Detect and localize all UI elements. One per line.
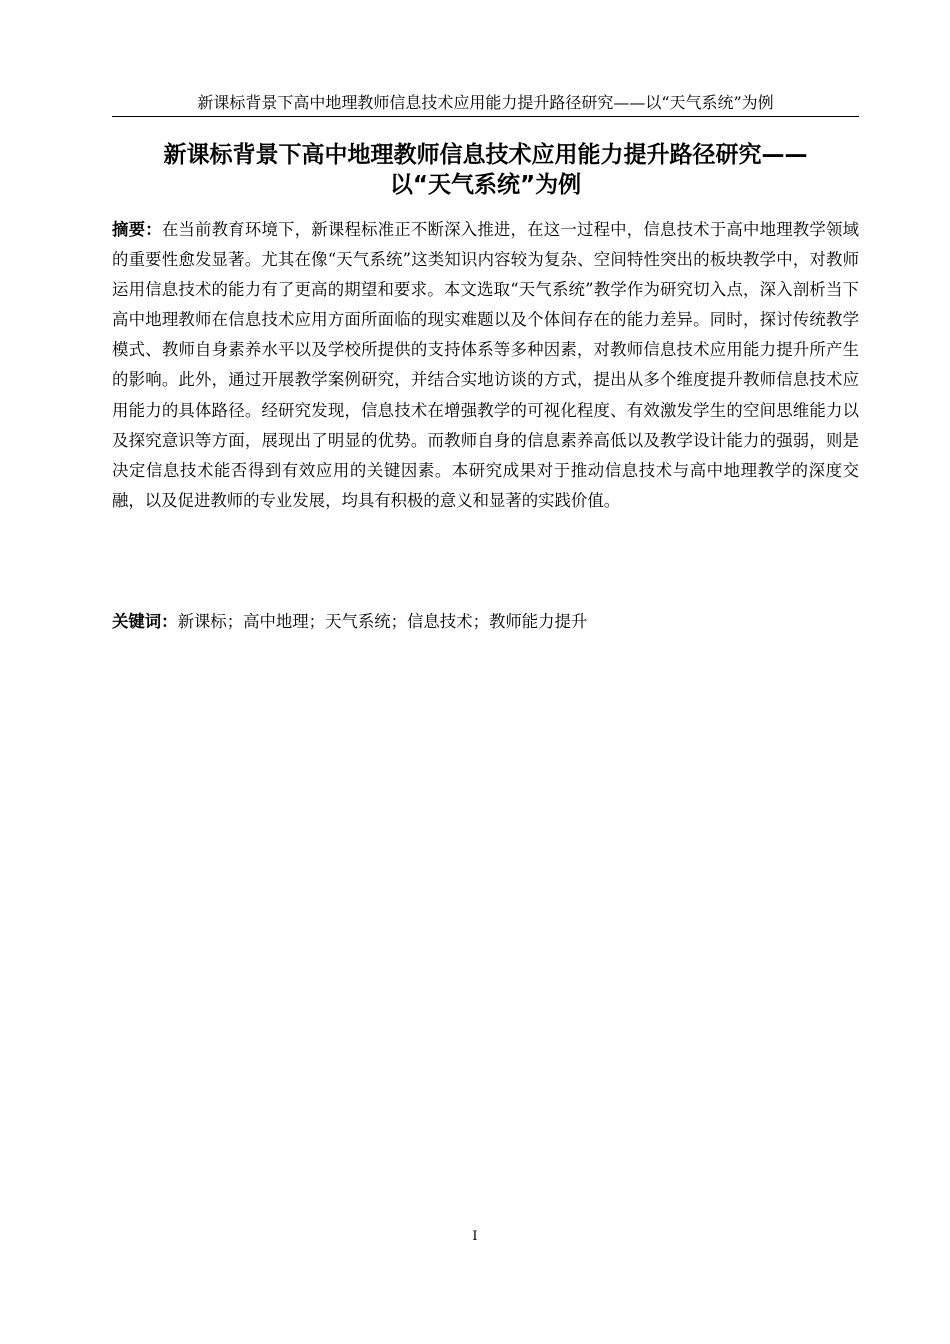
abstract-label: 摘要： xyxy=(112,220,162,239)
paper-title-line-2: 以“天气系统”为例 xyxy=(389,172,582,198)
keywords xyxy=(112,607,859,637)
paper-title xyxy=(112,140,859,200)
keywords-text: 新课标；高中地理；天气系统；信息技术；教师能力提升 xyxy=(177,612,588,631)
page-number: I xyxy=(472,1229,478,1244)
abstract xyxy=(112,215,859,516)
running-header: 新课标背景下高中地理教师信息技术应用能力提升路径研究——以“天气系统”为例 xyxy=(112,90,859,117)
abstract-text: 在当前教育环境下，新课程标准正不断深入推进，在这一过程中，信息技术于高中地理教学领域的重要性愈发显著。尤其在像“天气系统”这类知识内容较为复杂、空间特性突出的板块教学中，对教师运用信息技术的能力有了更高的期望和要求。本文选取“天气系统”教学作为研究切入点，深入剖析当下高中地理教师在信息技术应用方面所面临的现实难题以及个体间存在的能力差异。同时，探讨传统教学模式、教师自身素养水平以及学校所提供的支持体系等多种因素，对教师信息技术应用能力提升所产生的影响。此外，通过开展教学案例研究，并结合实地访谈的方式，提出从多个维度提升教师信息技术应用能力的具体路径。经研究发现，信息技术在增强教学的可视化程度、有效激发学生的空间思维能力以及探究意识等方面，展现出了明显的优势。而教师自身的信息素养高低以及教学设计能力的强弱，则是决定信息技术能否得到有效应用的关键因素。本研究成果对于推动信息技术与高中地理教学的深度交融，以及促进教师的专业发展，均具有积极的意义和显著的实践价值。 xyxy=(112,220,860,510)
keywords-label: 关键词： xyxy=(112,612,178,631)
paper-title-line-1: 新课标背景下高中地理教师信息技术应用能力提升路径研究—— xyxy=(163,142,808,168)
